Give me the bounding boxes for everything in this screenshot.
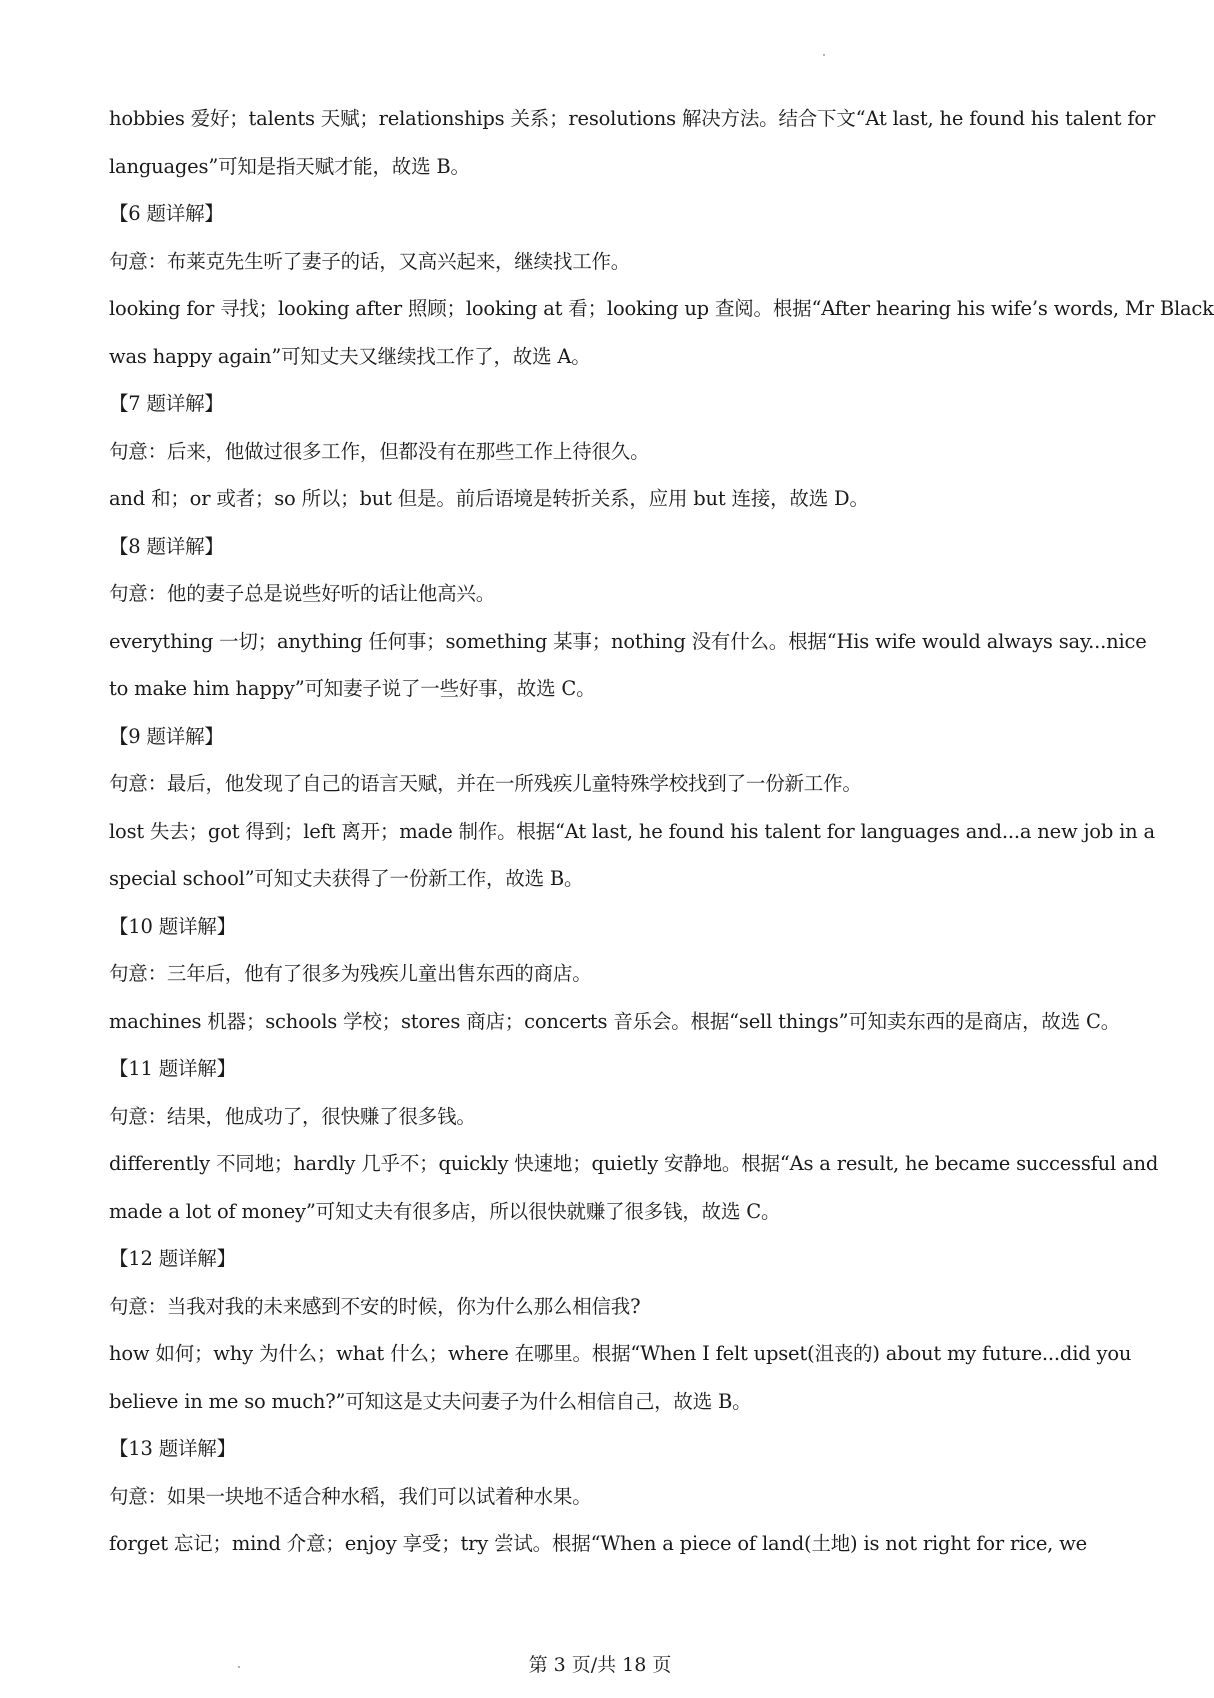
question-heading: 【9 题详解】 xyxy=(109,724,224,748)
text-line: special school”可知丈夫获得了一份新工作，故选 B。 xyxy=(109,867,584,890)
sentence-meaning: 句意：当我对我的未来感到不安的时候，你为什么那么相信我? xyxy=(109,1294,641,1318)
text-line: was happy again”可知丈夫又继续找工作了，故选 A。 xyxy=(109,344,591,368)
question-heading: 【8 题详解】 xyxy=(109,534,224,558)
scan-speck xyxy=(823,54,825,56)
text-line: hobbies 爱好；talents 天赋；relationships 关系；resolutions 解决方法。结合下文“At last, he found his talent for xyxy=(109,107,1156,130)
sentence-meaning: 句意：他的妻子总是说些好听的话让他高兴。 xyxy=(109,582,496,605)
question-heading: 【6 题详解】 xyxy=(109,202,224,225)
question-heading: 【7 题详解】 xyxy=(109,392,224,415)
sentence-meaning: 句意：最后，他发现了自己的语言天赋，并在一所残疾儿童特殊学校找到了一份新工作。 xyxy=(109,772,862,795)
answer-explanation-text xyxy=(109,95,1214,1568)
sentence-meaning: 句意：如果一块地不适合种水稻，我们可以试着种水果。 xyxy=(109,1484,592,1508)
sentence-meaning: 句意：布莱克先生听了妻子的话，又高兴起来，继续找工作。 xyxy=(109,249,631,273)
sentence-meaning: 句意：结果，他成功了，很快赚了很多钱。 xyxy=(109,1104,476,1128)
text-line: machines 机器；schools 学校；stores 商店；concerts 音乐会。根据“sell things”可知卖东西的是商店，故选 C。 xyxy=(109,1009,1120,1033)
question-heading: 【11 题详解】 xyxy=(109,1057,236,1080)
text-line: to make him happy”可知妻子说了一些好事，故选 C。 xyxy=(109,677,596,700)
text-line: made a lot of money”可知丈夫有很多店，所以很快就赚了很多钱，故选 C。 xyxy=(109,1199,781,1223)
question-heading: 【13 题详解】 xyxy=(109,1437,236,1460)
text-line: everything 一切；anything 任何事；something 某事；nothing 没有什么。根据“His wife would always say...nice xyxy=(109,629,1147,653)
text-line: differently 不同地；hardly 几乎不；quickly 快速地；quietly 安静地。根据“As a result, he became successful and xyxy=(109,1152,1159,1175)
question-heading: 【10 题详解】 xyxy=(109,914,236,938)
sentence-meaning: 句意：三年后，他有了很多为残疾儿童出售东西的商店。 xyxy=(109,962,592,985)
page-number: 第 3 页/共 18 页 xyxy=(528,1654,672,1676)
question-heading: 【12 题详解】 xyxy=(109,1247,236,1270)
text-line: how 如何；why 为什么；what 什么；where 在哪里。根据“When I felt upset(沮丧的) about my future...did you xyxy=(109,1342,1132,1365)
text-line: lost 失去；got 得到；left 离开；made 制作。根据“At last, he found his talent for languages and...a new job in a xyxy=(109,819,1155,843)
text-line: and 和；or 或者；so 所以；but 但是。前后语境是转折关系，应用 but 连接，故选 D。 xyxy=(109,487,869,510)
text-line: languages”可知是指天赋才能，故选 B。 xyxy=(109,154,470,178)
text-line: looking for 寻找；looking after 照顾；looking at 看；looking up 查阅。根据“After hearing his wife’s words, Mr Black xyxy=(109,297,1214,320)
sentence-meaning: 句意：后来，他做过很多工作，但都没有在那些工作上待很久。 xyxy=(109,439,650,463)
text-line: forget 忘记；mind 介意；enjoy 享受；try 尝试。根据“When a piece of land(土地) is not right for rice, we xyxy=(109,1532,1087,1555)
text-line: believe in me so much?”可知这是丈夫问妻子为什么相信自己，故选 B。 xyxy=(109,1389,752,1413)
